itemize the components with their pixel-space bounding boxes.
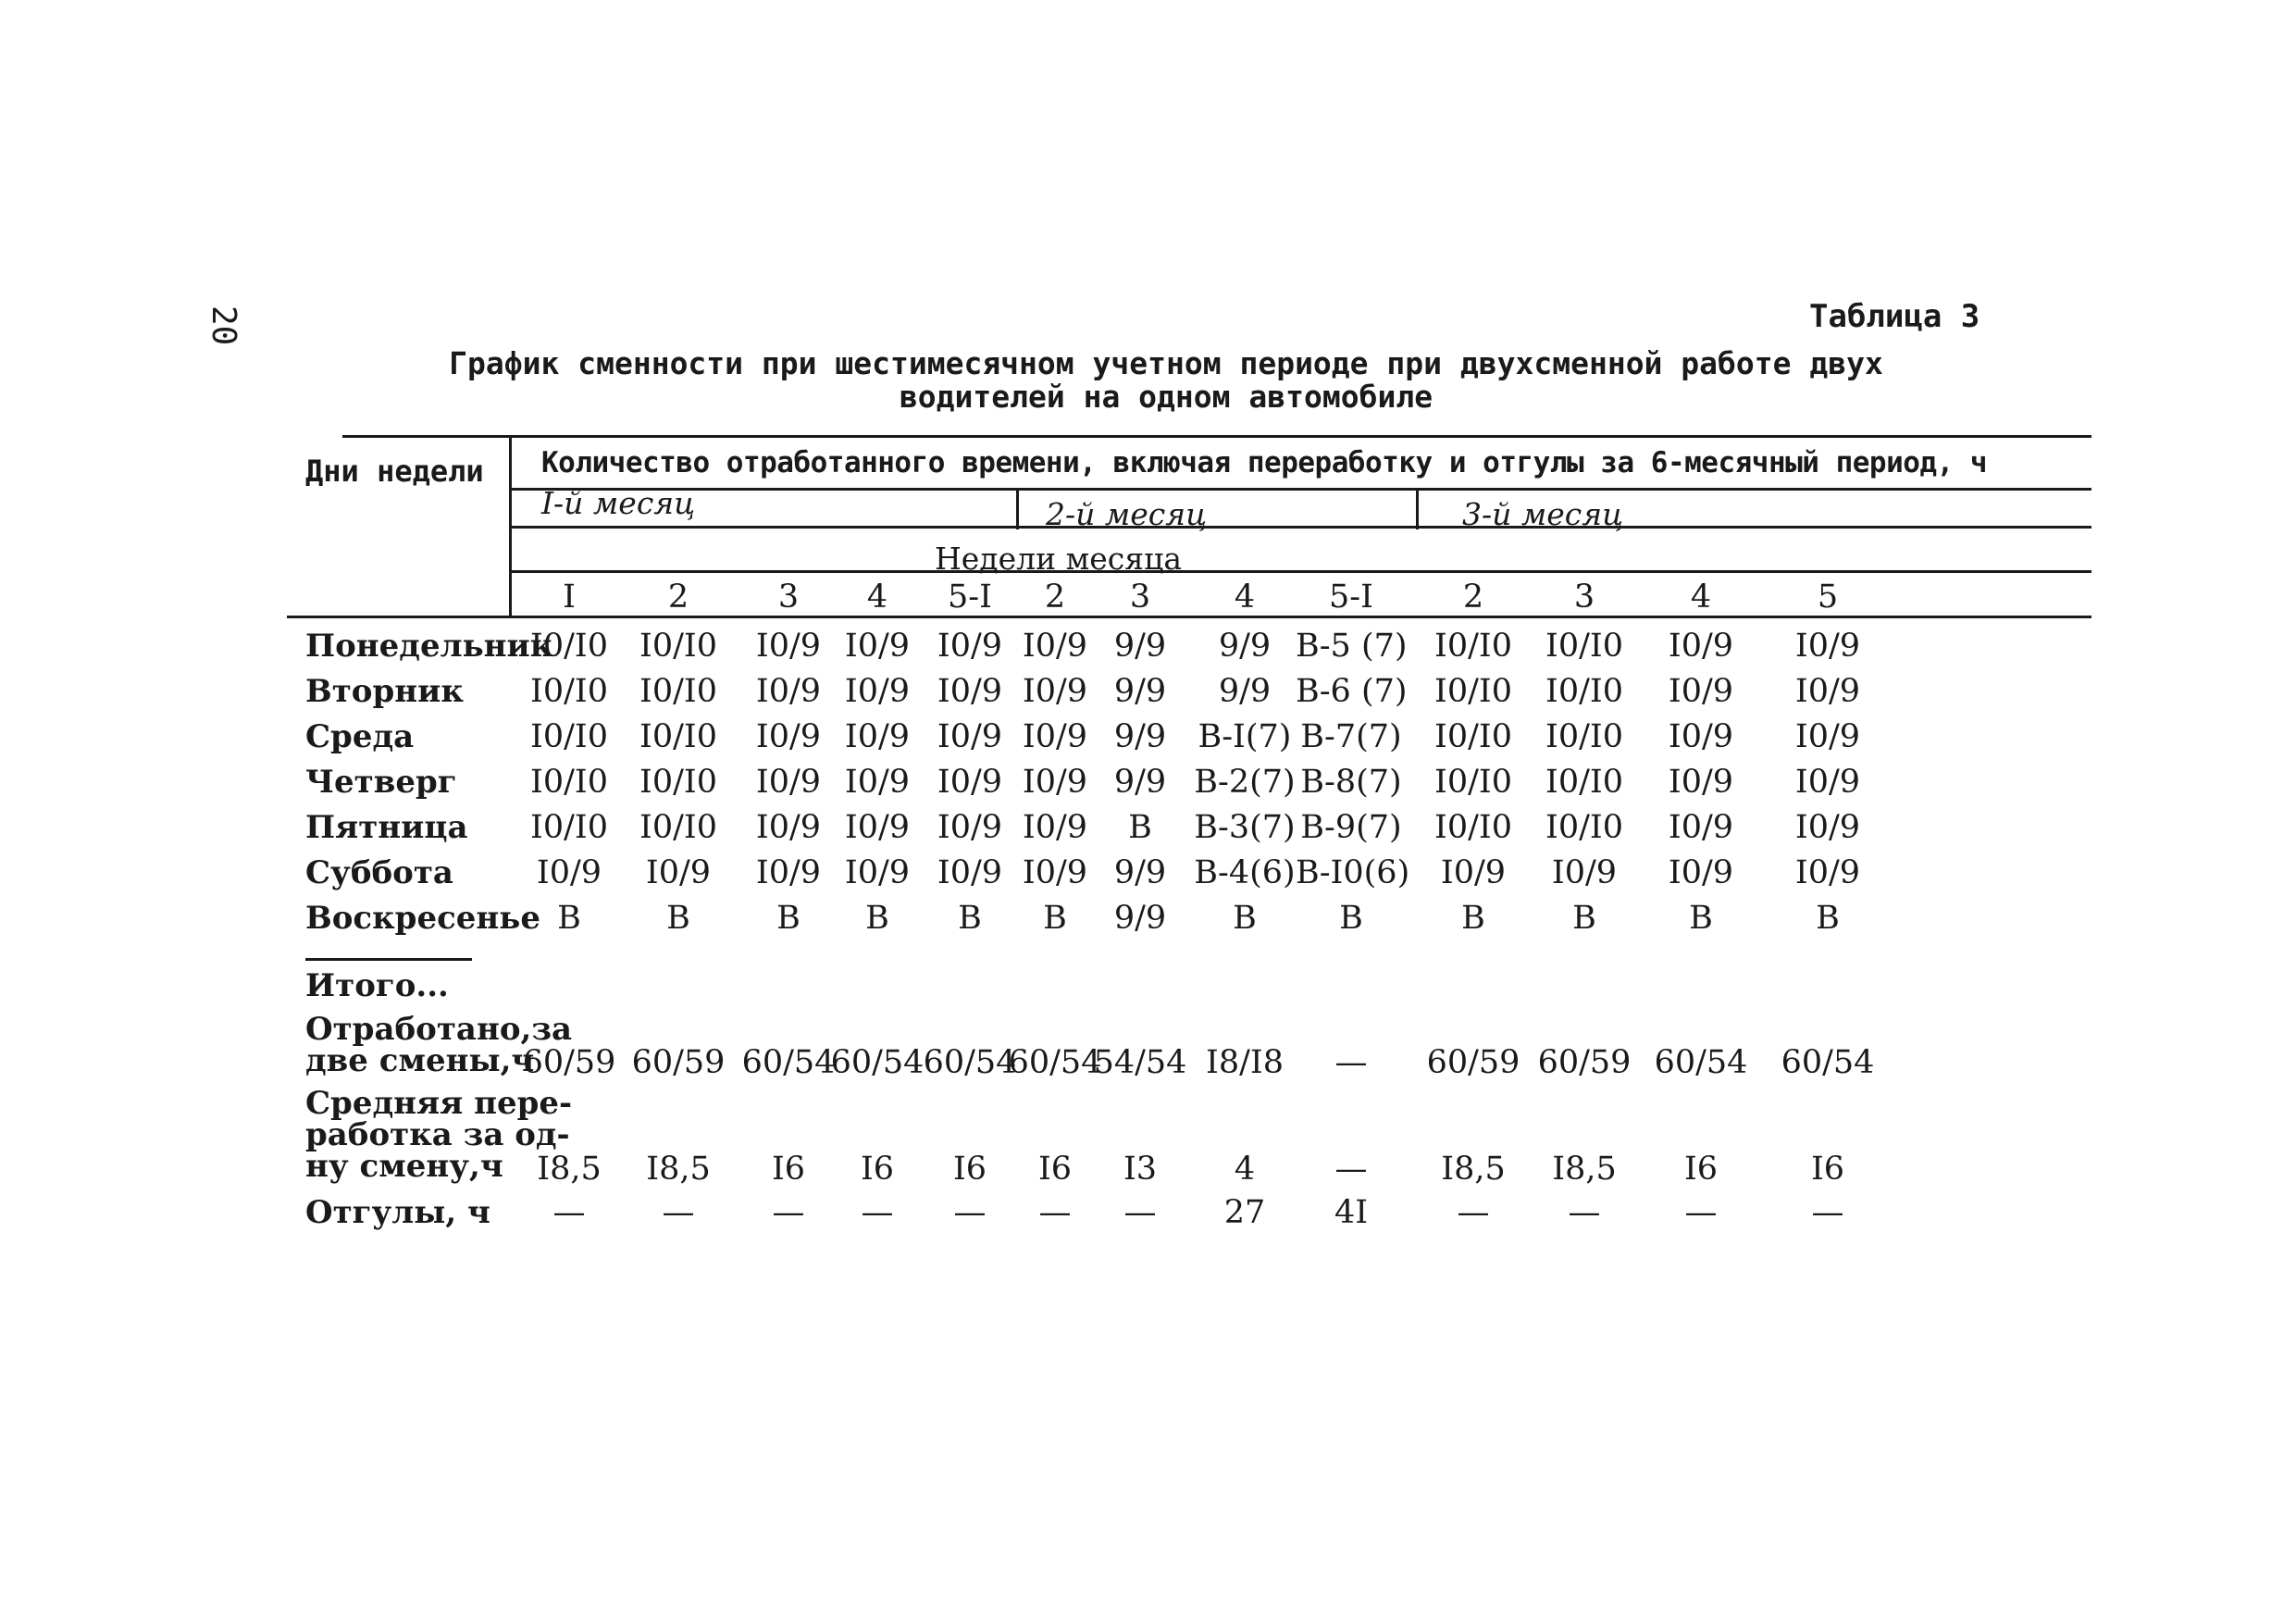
rule-totals xyxy=(305,958,472,961)
week-number: 2 xyxy=(667,579,689,616)
title-line-2: водителей на одном автомобиле xyxy=(899,379,1433,415)
daysoff-cell: — xyxy=(953,1194,987,1231)
table-cell: В xyxy=(1816,900,1840,937)
table-cell: I0/I0 xyxy=(639,673,717,710)
table-cell: I0/9 xyxy=(755,673,822,710)
header-days-label: Дни недели xyxy=(305,454,484,489)
overtime-cell: I6 xyxy=(1683,1151,1719,1188)
day-label: Пятница xyxy=(305,809,468,846)
table-cell: В-7(7) xyxy=(1300,718,1402,755)
week-number: 3 xyxy=(777,579,800,616)
table-cell: I0/9 xyxy=(1668,764,1734,801)
week-number: 4 xyxy=(1690,579,1712,616)
rule-left-divider xyxy=(509,435,512,616)
overtime-cell: I8,5 xyxy=(646,1151,711,1188)
table-cell: I0/9 xyxy=(536,854,602,891)
table-cell: I0/I0 xyxy=(1545,673,1623,710)
table-cell: I0/I0 xyxy=(530,673,608,710)
table-cell: В-4(6) xyxy=(1194,854,1296,891)
worked-cell: 60/54 xyxy=(741,1044,836,1081)
table-cell: 9/9 xyxy=(1113,628,1167,665)
table-cell: В-I0(6) xyxy=(1296,854,1410,891)
rule-top xyxy=(342,435,2091,438)
table-cell: I0/9 xyxy=(1794,718,1861,755)
table-cell: I0/9 xyxy=(937,673,1003,710)
week-number: 2 xyxy=(1044,579,1066,616)
day-label: Суббота xyxy=(305,854,453,891)
table-cell: I0/I0 xyxy=(1545,809,1623,846)
table-cell: В xyxy=(1043,900,1067,937)
rule-header-bottom xyxy=(287,616,2091,618)
table-cell: I0/I0 xyxy=(1434,764,1512,801)
overtime-cell: I6 xyxy=(1810,1151,1845,1188)
totals-label: Итого... xyxy=(305,967,449,1004)
table-cell: I0/9 xyxy=(755,718,822,755)
day-label: Вторник xyxy=(305,673,464,710)
table-cell: В xyxy=(1572,900,1596,937)
table-cell: В-2(7) xyxy=(1194,764,1296,801)
daysoff-cell: — xyxy=(1038,1194,1072,1231)
header-month-2: 2-й месяц xyxy=(1046,496,1208,532)
day-label: Среда xyxy=(305,718,415,755)
table-cell: 9/9 xyxy=(1113,673,1167,710)
table-cell: I0/I0 xyxy=(639,809,717,846)
daysoff-cell: — xyxy=(1123,1194,1157,1231)
table-cell: I0/9 xyxy=(844,809,911,846)
table-cell: I0/9 xyxy=(844,718,911,755)
table-cell: I0/9 xyxy=(645,854,712,891)
worked-cell: 60/59 xyxy=(522,1044,616,1081)
table-cell: I0/I0 xyxy=(639,764,717,801)
daysoff-label: Отгулы, ч xyxy=(305,1194,490,1231)
table-cell: В-5 (7) xyxy=(1296,628,1408,665)
table-cell: I0/9 xyxy=(1022,809,1088,846)
table-cell: I0/9 xyxy=(755,628,822,665)
overtime-cell: I6 xyxy=(860,1151,895,1188)
table-cell: I0/9 xyxy=(1668,809,1734,846)
table-cell: I0/I0 xyxy=(1434,809,1512,846)
week-number: 3 xyxy=(1573,579,1595,616)
worked-cell: 54/54 xyxy=(1093,1044,1187,1081)
worked-cell: — xyxy=(1334,1044,1368,1081)
worked-cell: 60/54 xyxy=(1654,1044,1748,1081)
rule-month-divider-2 xyxy=(1416,488,1419,529)
worked-cell: 60/54 xyxy=(830,1044,925,1081)
table-cell: I0/9 xyxy=(937,764,1003,801)
rule-month-divider-1 xyxy=(1016,488,1019,529)
table-cell: I0/9 xyxy=(1668,718,1734,755)
table-cell: I0/I0 xyxy=(1434,673,1512,710)
table-cell: I0/9 xyxy=(1551,854,1618,891)
table-cell: В-9(7) xyxy=(1300,809,1402,846)
table-cell: I0/9 xyxy=(1794,628,1861,665)
table-cell: I0/9 xyxy=(755,764,822,801)
rule-months xyxy=(509,526,2091,529)
table-cell: В-I(7) xyxy=(1198,718,1292,755)
table-cell: I0/9 xyxy=(1794,809,1861,846)
table-cell: I0/9 xyxy=(1022,718,1088,755)
table-cell: I0/9 xyxy=(844,673,911,710)
table-cell: 9/9 xyxy=(1113,900,1167,937)
table-cell: I0/9 xyxy=(1022,673,1088,710)
table-cell: В xyxy=(1128,809,1152,846)
table-cell: I0/9 xyxy=(1668,854,1734,891)
worked-label: Отработано,за две смены,ч xyxy=(305,1011,573,1079)
overtime-label: Средняя пере- работка за од- ну смену,ч xyxy=(305,1085,573,1185)
table-cell: I0/I0 xyxy=(530,764,608,801)
table-cell: В xyxy=(666,900,690,937)
table-cell: 9/9 xyxy=(1218,628,1272,665)
table-cell: В xyxy=(1689,900,1713,937)
table-cell: I0/9 xyxy=(1022,764,1088,801)
table-cell: I0/9 xyxy=(937,809,1003,846)
day-label: Понедельник xyxy=(305,628,553,665)
daysoff-cell: — xyxy=(1568,1194,1601,1231)
table-cell: 9/9 xyxy=(1113,764,1167,801)
daysoff-cell: — xyxy=(1457,1194,1490,1231)
overtime-cell: I8,5 xyxy=(537,1151,602,1188)
daysoff-cell: — xyxy=(1684,1194,1718,1231)
daysoff-cell: — xyxy=(1811,1194,1844,1231)
week-number: 4 xyxy=(1234,579,1256,616)
week-number: 5-I xyxy=(1329,579,1373,616)
table-cell: I0/I0 xyxy=(530,718,608,755)
rule-weeks-label xyxy=(509,570,2091,573)
daysoff-cell: 4I xyxy=(1334,1194,1369,1231)
header-main-label: Количество отработанного времени, включая переработку и отгулы за 6-месячный период, ч xyxy=(541,446,1988,479)
table-cell: 9/9 xyxy=(1113,718,1167,755)
table-cell: В xyxy=(1233,900,1257,937)
week-number: 5-I xyxy=(948,579,992,616)
table-cell: 9/9 xyxy=(1218,673,1272,710)
table-cell: I0/9 xyxy=(937,718,1003,755)
table-title xyxy=(444,347,1888,414)
header-month-1: I-й месяц xyxy=(541,485,696,521)
daysoff-cell: — xyxy=(772,1194,805,1231)
table-cell: I0/9 xyxy=(1668,673,1734,710)
header-month-3: 3-й месяц xyxy=(1462,496,1624,532)
table-cell: I0/9 xyxy=(1794,673,1861,710)
overtime-cell: I8,5 xyxy=(1441,1151,1506,1188)
table-cell: I0/9 xyxy=(937,628,1003,665)
table-cell: В xyxy=(1461,900,1485,937)
table-cell: В-8(7) xyxy=(1300,764,1402,801)
table-cell: В xyxy=(557,900,581,937)
daysoff-cell: — xyxy=(552,1194,586,1231)
overtime-cell: I6 xyxy=(1037,1151,1073,1188)
table-cell: I0/9 xyxy=(844,854,911,891)
table-cell: 9/9 xyxy=(1113,854,1167,891)
overtime-cell: I8,5 xyxy=(1552,1151,1617,1188)
daysoff-cell: — xyxy=(662,1194,695,1231)
worked-cell: 60/59 xyxy=(1426,1044,1520,1081)
week-number: 3 xyxy=(1129,579,1151,616)
worked-cell: 60/54 xyxy=(1781,1044,1875,1081)
table-cell: I0/9 xyxy=(1668,628,1734,665)
table-cell: В-3(7) xyxy=(1194,809,1296,846)
rule-main-header xyxy=(509,488,2091,491)
table-cell: I0/9 xyxy=(937,854,1003,891)
table-cell: I0/9 xyxy=(1440,854,1507,891)
week-number: 4 xyxy=(866,579,888,616)
overtime-cell: I6 xyxy=(952,1151,987,1188)
table-cell: I0/9 xyxy=(1794,854,1861,891)
worked-cell: 60/54 xyxy=(923,1044,1017,1081)
table-label: Таблица 3 xyxy=(1809,298,1980,335)
table-cell: I0/9 xyxy=(755,854,822,891)
table-cell: В-6 (7) xyxy=(1296,673,1408,710)
table-cell: В xyxy=(1339,900,1363,937)
table-cell: I0/I0 xyxy=(1545,764,1623,801)
table-cell: I0/9 xyxy=(1794,764,1861,801)
table-cell: I0/9 xyxy=(844,764,911,801)
table-cell: I0/I0 xyxy=(1545,628,1623,665)
day-label: Четверг xyxy=(305,764,457,801)
table-cell: I0/9 xyxy=(1022,628,1088,665)
table-cell: В xyxy=(865,900,889,937)
week-number: I xyxy=(563,579,576,616)
table-cell: I0/I0 xyxy=(1434,628,1512,665)
table-cell: I0/9 xyxy=(755,809,822,846)
page-number: 20 xyxy=(205,305,242,346)
table-cell: I0/9 xyxy=(844,628,911,665)
table-cell: I0/I0 xyxy=(530,809,608,846)
worked-cell: I8/I8 xyxy=(1206,1044,1284,1081)
daysoff-cell: — xyxy=(861,1194,894,1231)
week-number: 5 xyxy=(1817,579,1839,616)
table-cell: I0/I0 xyxy=(530,628,608,665)
table-cell: В xyxy=(958,900,982,937)
table-cell: В xyxy=(776,900,800,937)
week-number: 2 xyxy=(1462,579,1484,616)
overtime-cell: I6 xyxy=(771,1151,806,1188)
table-cell: I0/I0 xyxy=(639,718,717,755)
daysoff-cell: 27 xyxy=(1223,1194,1266,1231)
overtime-cell: 4 xyxy=(1234,1151,1256,1188)
overtime-cell: I3 xyxy=(1123,1151,1158,1188)
worked-cell: 60/59 xyxy=(631,1044,726,1081)
worked-cell: 60/54 xyxy=(1008,1044,1102,1081)
table-cell: I0/I0 xyxy=(639,628,717,665)
worked-cell: 60/59 xyxy=(1537,1044,1632,1081)
header-weeks-label: Недели месяца xyxy=(935,541,1182,577)
title-line-1: График сменности при шестимесячном учетном периоде при двухсменной работе двух xyxy=(449,345,1883,381)
table-cell: I0/I0 xyxy=(1434,718,1512,755)
table-cell: I0/9 xyxy=(1022,854,1088,891)
table-cell: I0/I0 xyxy=(1545,718,1623,755)
day-label: Воскресенье xyxy=(305,900,541,937)
overtime-cell: — xyxy=(1334,1151,1368,1188)
